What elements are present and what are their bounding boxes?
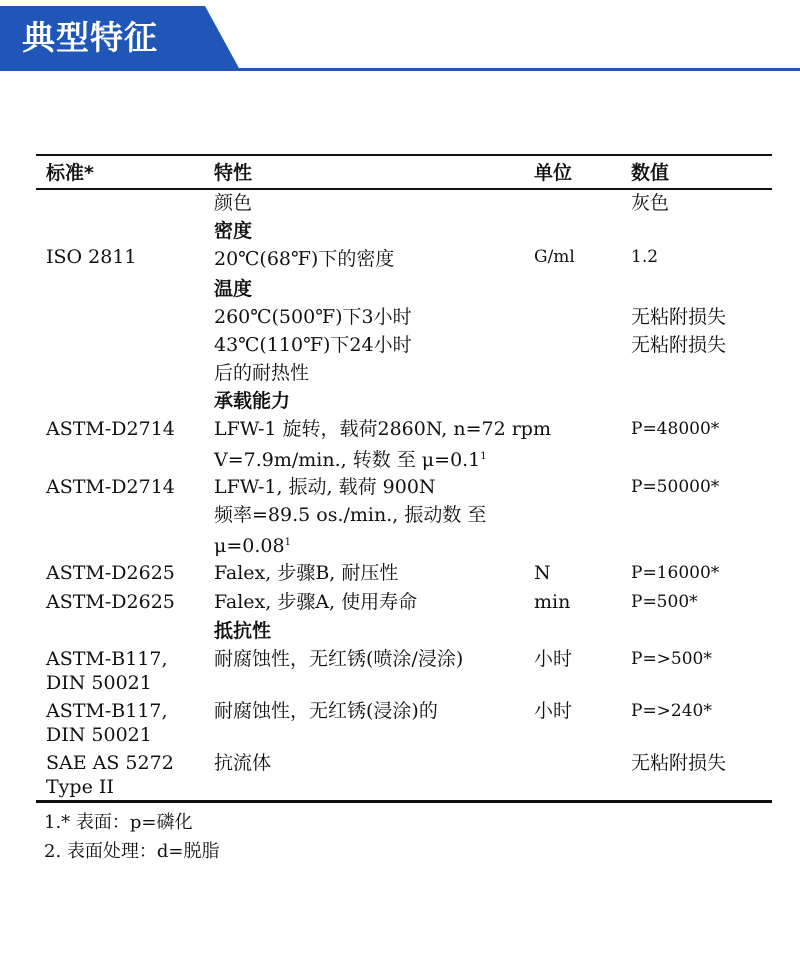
table-bottom-rule — [36, 800, 772, 803]
section-title: 抵抗性 — [214, 620, 272, 642]
property-cell — [214, 530, 291, 559]
table-row — [36, 246, 772, 276]
properties-table — [36, 154, 772, 803]
unit-cell: N — [534, 562, 551, 584]
value-cell: P=>240* — [631, 701, 712, 721]
standard-cell-line1: ASTM-B117, — [46, 648, 168, 670]
standard-cell: ASTM-D2714 — [46, 418, 175, 440]
footnote-mark: 1 — [284, 537, 291, 548]
table-row — [36, 474, 772, 502]
footnotes — [44, 808, 220, 866]
standard-cell: ASTM-D2625 — [46, 591, 175, 613]
value-cell: P=>500* — [631, 649, 712, 669]
header-property: 特性 — [214, 162, 253, 184]
property-cell: 频率=89.5 os./min., 振动数 至 — [214, 504, 487, 526]
table-header-row — [36, 156, 772, 188]
table-row — [36, 360, 772, 388]
section-row — [36, 218, 772, 246]
table-row — [36, 698, 772, 750]
property-cell: LFW-1 旋转，载荷2860N, n=72 rpm — [214, 418, 551, 440]
header-banner — [0, 0, 800, 80]
value-cell: 1.2 — [631, 247, 659, 267]
section-title: 承载能力 — [214, 390, 291, 412]
banner-underline — [0, 68, 800, 71]
table-row — [36, 530, 772, 560]
standard-cell-line2: DIN 50021 — [46, 724, 152, 746]
table-row — [36, 416, 772, 444]
value-cell: P=500* — [631, 592, 698, 612]
standard-cell: ASTM-D2625 — [46, 562, 175, 584]
standard-cell-line1: ASTM-B117, — [46, 700, 168, 722]
unit-cell: min — [534, 591, 571, 613]
header-value: 数值 — [631, 162, 670, 184]
unit-cell: G/ml — [534, 247, 575, 267]
value-cell: P=16000* — [631, 563, 720, 583]
section-row — [36, 276, 772, 304]
page-title: 典型特征 — [22, 18, 158, 57]
value-cell: 无粘附损失 — [631, 334, 727, 356]
property-cell: 260℃(500℉)下3小时 — [214, 306, 412, 328]
section-title: 温度 — [214, 278, 253, 300]
property-cell: 颜色 — [214, 192, 253, 214]
standard-cell-line2: Type II — [46, 776, 114, 798]
property-cell: 43℃(110℉)下24小时 — [214, 334, 412, 356]
value-cell: 无粘附损失 — [631, 752, 727, 774]
table-row — [36, 502, 772, 530]
table-row — [36, 646, 772, 698]
standard-cell: ASTM-D2714 — [46, 476, 175, 498]
property-cell: 耐腐蚀性，无红锈(喷涂/浸涂) — [214, 648, 464, 670]
header-standard: 标准* — [46, 162, 94, 184]
unit-cell: 小时 — [534, 648, 573, 670]
table-row — [36, 190, 772, 218]
table-row — [36, 750, 772, 800]
property-cell: Falex, 步骤A, 使用寿命 — [214, 591, 418, 613]
property-cell: 抗流体 — [214, 752, 272, 774]
section-row — [36, 388, 772, 416]
footnote-1: 1.* 表面：p=磷化 — [44, 812, 193, 833]
value-cell: P=50000* — [631, 477, 720, 497]
standard-cell-line2: DIN 50021 — [46, 672, 152, 694]
header-unit: 单位 — [534, 162, 573, 184]
property-cell: LFW-1, 振动, 载荷 900N — [214, 476, 436, 498]
property-text: V=7.9m/min., 转数 至 μ=0.1 — [214, 449, 481, 471]
table-row — [36, 332, 772, 360]
section-title: 密度 — [214, 220, 253, 242]
property-text: μ=0.08 — [214, 535, 285, 557]
table-row — [36, 560, 772, 589]
footnote-mark: 1 — [480, 451, 487, 462]
property-cell — [214, 444, 487, 473]
standard-cell-line1: SAE AS 5272 — [46, 752, 174, 774]
property-cell: 耐腐蚀性，无红锈(浸涂)的 — [214, 700, 438, 722]
value-cell: 无粘附损失 — [631, 306, 727, 328]
table-row — [36, 589, 772, 618]
footnote-2: 2. 表面处理：d=脱脂 — [44, 841, 220, 862]
property-cell: Falex, 步骤B, 耐压性 — [214, 562, 399, 584]
standard-cell: ISO 2811 — [46, 246, 137, 268]
property-cell: 20℃(68℉)下的密度 — [214, 248, 395, 270]
table-row — [36, 304, 772, 332]
property-cell: 后的耐热性 — [214, 362, 310, 384]
value-cell: 灰色 — [631, 192, 670, 214]
unit-cell: 小时 — [534, 700, 573, 722]
value-cell: P=48000* — [631, 419, 720, 439]
table-row — [36, 444, 772, 474]
section-row — [36, 618, 772, 646]
